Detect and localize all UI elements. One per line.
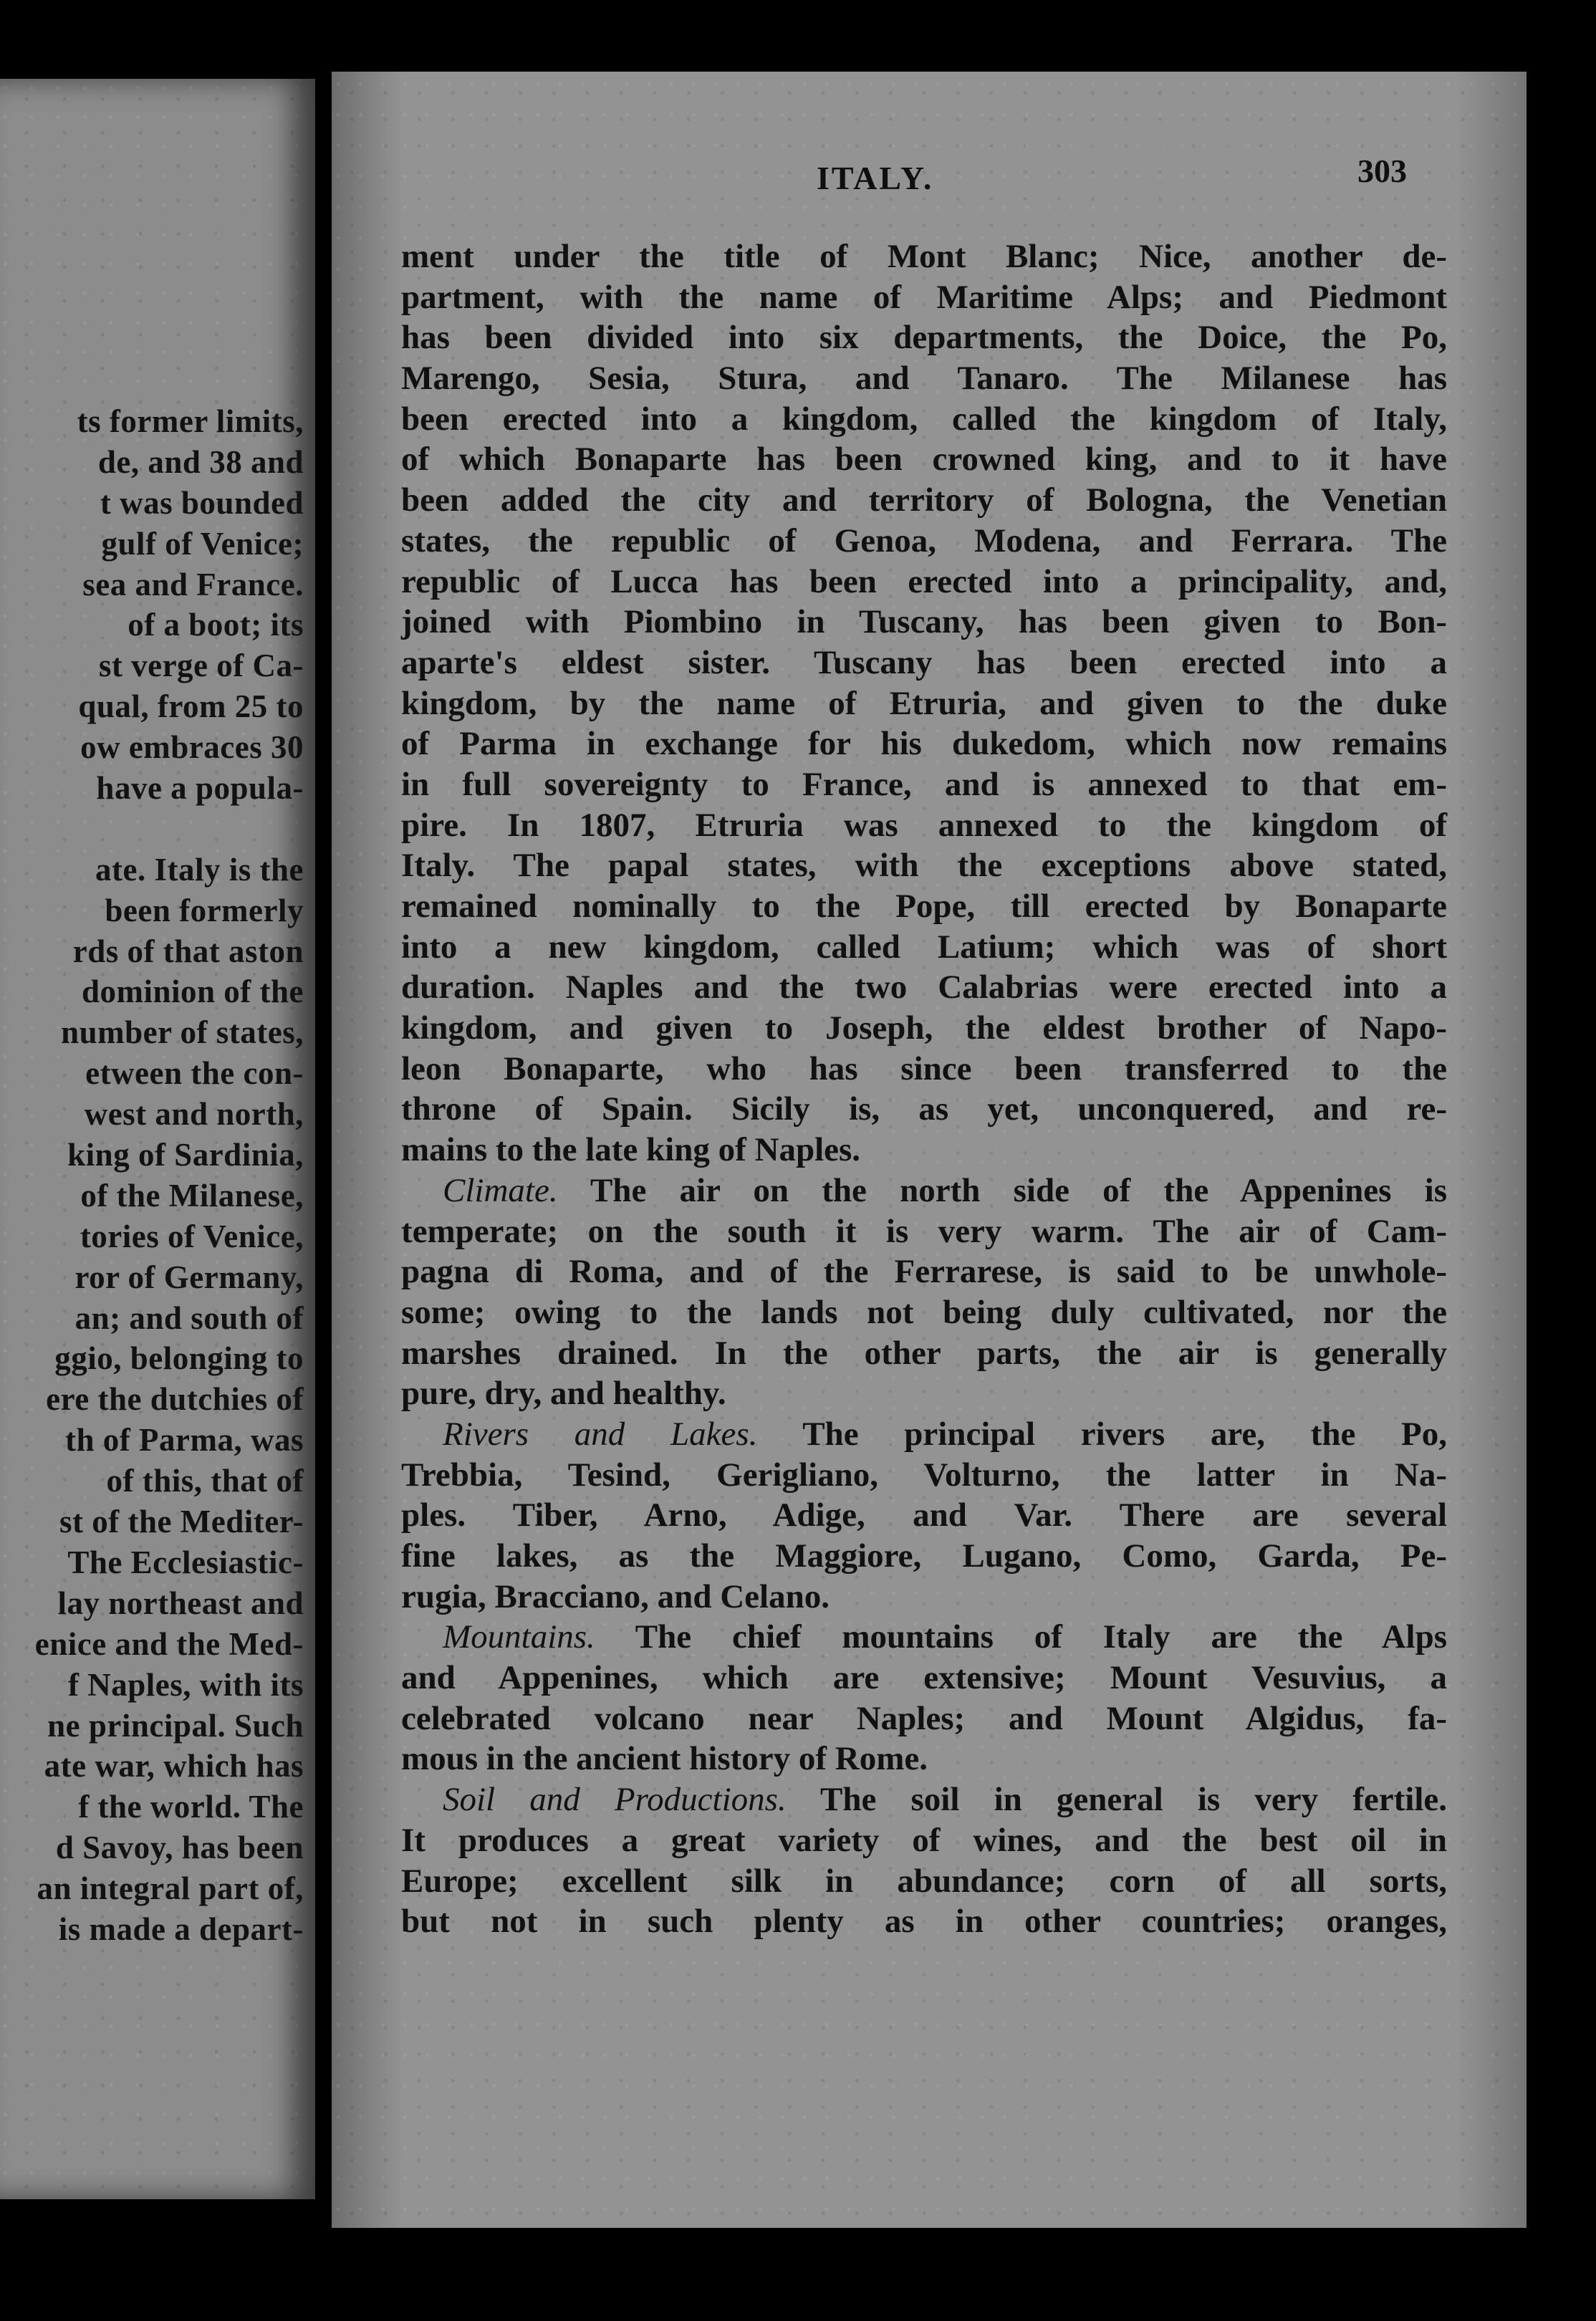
left-line: sea and France.: [82, 566, 304, 602]
text-line: been erected into a kingdom, called the kingdom of Italy,: [401, 400, 1447, 438]
text-line: celebrated volcano near Naples; and Mount Algidus, fa-: [401, 1699, 1447, 1737]
text-line: of Parma in exchange for his dukedom, which now remains: [401, 725, 1447, 763]
soil-paragraph-start: [401, 1779, 1447, 1820]
text-line: fine lakes, as the Maggiore, Lugano, Como, Garda, Pe-: [401, 1537, 1447, 1575]
text-line: kingdom, by the name of Etruria, and given to the duke: [401, 684, 1447, 722]
text-line: ment under the title of Mont Blanc; Nice, another de-: [401, 238, 1447, 275]
text-line: aparte's eldest sister. Tuscany has been erected into a: [401, 643, 1447, 681]
page-number: 303: [1357, 153, 1407, 189]
left-line: f Naples, with its: [67, 1666, 304, 1703]
text-line: republic of Lucca has been erected into a principality, and,: [401, 562, 1447, 600]
text-line: partment, with the name of Maritime Alps; and Piedmont: [401, 278, 1447, 316]
text-line: and Appenines, which are extensive; Mount Vesuvius, a: [401, 1659, 1447, 1697]
text-line: but not in such plenty as in other countries; oranges,: [401, 1903, 1447, 1941]
left-page-text: [0, 401, 304, 1950]
left-line: etween the con-: [85, 1055, 304, 1092]
left-facing-page: [0, 79, 315, 2199]
text-line: states, the republic of Genoa, Modena, and Ferrara. The: [401, 522, 1447, 559]
left-line: dominion of the: [81, 974, 304, 1010]
text-line: been added the city and territory of Bologna, the Venetian: [401, 481, 1447, 519]
text-line: Trebbia, Tesind, Gerigliano, Volturno, the latter in Na-: [401, 1456, 1447, 1494]
body-text: [401, 236, 1447, 1942]
text-line: remained nominally to the Pope, till erected by Bonaparte: [401, 888, 1447, 925]
left-line: west and north,: [84, 1096, 304, 1133]
left-line: ts former limits,: [77, 403, 304, 439]
left-line: have a popula-: [96, 770, 304, 807]
left-line: ggio, belonging to: [54, 1340, 304, 1377]
text-line: kingdom, and given to Joseph, the eldest brother of Napo-: [401, 1009, 1447, 1047]
left-line: enice and the Med-: [34, 1625, 304, 1662]
climate-rest: The air on the north side of the Appenines is: [557, 1171, 1447, 1209]
left-line: t was bounded: [100, 484, 304, 521]
text-line: has been divided into six departments, the Doice, the Po,: [401, 319, 1447, 357]
left-line: d Savoy, has been: [55, 1830, 304, 1866]
left-line: ror of Germany,: [74, 1259, 304, 1295]
text-line: duration. Naples and the two Calabrias were erected into a: [401, 969, 1447, 1006]
climate-heading: Climate.: [443, 1171, 558, 1209]
text-line: joined with Piombino in Tuscany, has been given to Bon-: [401, 603, 1447, 641]
left-line: an integral part of,: [37, 1870, 304, 1907]
rivers-heading: Rivers and Lakes.: [443, 1415, 758, 1453]
running-head: ITALY.: [817, 160, 934, 196]
left-line: th of Parma, was: [65, 1422, 304, 1459]
climate-paragraph-start: [401, 1171, 1447, 1211]
text-line: Italy. The papal states, with the exceptions above stated,: [401, 847, 1447, 885]
text-line: marshes drained. In the other parts, the air is generally: [401, 1334, 1447, 1372]
left-line: gulf of Venice;: [101, 525, 304, 562]
text-line: Marengo, Sesia, Stura, and Tanaro. The Milanese has: [401, 360, 1447, 398]
text-line: mous in the ancient history of Rome.: [401, 1740, 928, 1778]
left-line: been formerly: [105, 892, 304, 928]
left-line: qual, from 25 to: [78, 688, 304, 725]
left-line: is made a depart-: [58, 1911, 304, 1947]
left-line: [0, 809, 304, 850]
left-line: ate. Italy is the: [95, 851, 304, 888]
left-line: The Ecclesiastic-: [67, 1544, 304, 1580]
text-line: leon Bonaparte, who has since been transferred to the: [401, 1049, 1447, 1087]
text-line: of which Bonaparte has been crowned king, and to it have: [401, 441, 1447, 479]
left-line: of the Milanese,: [80, 1177, 304, 1214]
left-line: ate war, which has: [44, 1748, 304, 1784]
mountains-rest: The chief mountains of Italy are the Alps: [595, 1618, 1447, 1656]
text-line: rugia, Bracciano, and Celano.: [401, 1577, 830, 1615]
text-line: pire. In 1807, Etruria was annexed to the kingdom of: [401, 806, 1447, 844]
text-line: some; owing to the lands not being duly cultivated, nor the: [401, 1293, 1447, 1331]
soil-rest: The soil in general is very fertile.: [786, 1781, 1447, 1819]
left-line: an; and south of: [74, 1299, 304, 1336]
text-line: in full sovereignty to France, and is annexed to that em-: [401, 765, 1447, 803]
text-line: pagna di Roma, and of the Ferrarese, is said to be unwhole-: [401, 1253, 1447, 1291]
left-line: rds of that aston: [72, 933, 304, 969]
text-line: ples. Tiber, Arno, Adige, and Var. There are several: [401, 1496, 1447, 1534]
rivers-rest: The principal rivers are, the Po,: [757, 1415, 1447, 1453]
mountains-paragraph-start: [401, 1617, 1447, 1658]
left-line: number of states,: [61, 1014, 304, 1051]
left-line: f the world. The: [78, 1789, 304, 1825]
left-line: of a boot; its: [128, 607, 304, 643]
rivers-paragraph-start: [401, 1414, 1447, 1455]
left-line: de, and 38 and: [97, 443, 304, 480]
text-line: temperate; on the south it is very warm. The air of Cam-: [401, 1212, 1447, 1250]
text-line: into a new kingdom, called Latium; which was of short: [401, 928, 1447, 966]
text-line: It produces a great variety of wines, and the best oil in: [401, 1821, 1447, 1859]
left-line: ere the dutchies of: [46, 1381, 304, 1418]
text-line: mains to the late king of Naples.: [401, 1131, 861, 1169]
text-line: pure, dry, and healthy.: [401, 1375, 726, 1413]
left-line: king of Sardinia,: [67, 1137, 304, 1173]
left-line: st verge of Ca-: [98, 648, 304, 684]
left-line: ne principal. Such: [47, 1707, 304, 1744]
left-line: of this, that of: [106, 1463, 304, 1499]
text-line: Europe; excellent silk in abundance; corn of all sorts,: [401, 1862, 1447, 1900]
left-line: st of the Mediter-: [59, 1504, 304, 1540]
left-line: lay northeast and: [57, 1585, 304, 1621]
left-line: tories of Venice,: [80, 1218, 304, 1254]
left-line: ow embraces 30: [80, 729, 304, 766]
mountains-heading: Mountains.: [443, 1618, 595, 1656]
soil-heading: Soil and Productions.: [443, 1781, 787, 1819]
text-line: throne of Spain. Sicily is, as yet, unconquered, and re-: [401, 1090, 1447, 1128]
